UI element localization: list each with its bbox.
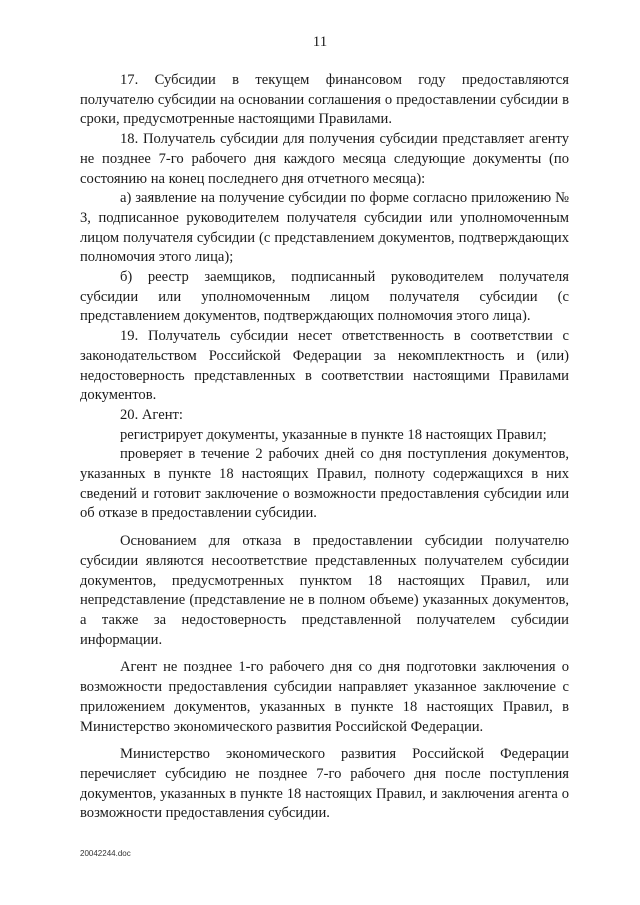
- file-name-footer: 20042244.doc: [80, 849, 131, 858]
- paragraph-18-a: а) заявление на получение субсидии по форме согласно приложению № 3, подписанное руководителем получателя субсидии или уполномоченным лицом получателя субсидии (с представлением документов, подтверждающих полномочия этого лица);: [80, 190, 569, 266]
- paragraph-18-b: б) реестр заемщиков, подписанный руководителем получателя субсидии или уполномоченным лицом получателя субсидии (с представлением документов, подтверждающих полномочия этого лица).: [80, 269, 569, 325]
- document-body: [80, 71, 569, 824]
- paragraph-agent-sends: Агент не позднее 1-го рабочего дня со дня подготовки заключения о возможности предоставления субсидии направляет указанное заключение с приложением документов, указанных в пункте 18 настоящих Правил, в Министерство экономического развития Российской Федерации.: [80, 659, 569, 735]
- paragraph-20: 20. Агент:: [120, 406, 183, 423]
- paragraph-refusal-grounds: Основанием для отказа в предоставлении субсидии получателю субсидии являются несоответствие представленных получателем субсидии документов, предусмотренных пунктом 18 настоящих Правил, или непредставление (представление не в полном объеме) указанных документов, а также за недостоверность представленной получателем субсидии информации.: [80, 533, 569, 648]
- paragraph-20-checks: проверяет в течение 2 рабочих дней со дня поступления документов, указанных в пункте 18 настоящих Правил, полноту содержащихся в них сведений и готовит заключение о возможности предоставления субсидии или об отказе в предоставлении субсидии.: [80, 446, 569, 522]
- paragraph-19: 19. Получатель субсидии несет ответственность в соответствии с законодательством Российской Федерации за некомплектность и (или) недостоверность представленных в соответствии настоящими Правилами документов.: [80, 328, 569, 404]
- paragraph-20-registers: регистрирует документы, указанные в пункте 18 настоящих Правил;: [120, 426, 547, 443]
- paragraph-ministry-transfers: Министерство экономического развития Российской Федерации перечисляет субсидию не позднее 7-го рабочего дня после поступления документов, указанных в пункте 18 настоящих Правил, и заключения агента о возможности предоставления субсидии.: [80, 746, 569, 822]
- page-number: 11: [312, 34, 328, 50]
- paragraph-18: 18. Получатель субсидии для получения субсидии представляет агенту не позднее 7-го рабочего дня каждого месяца следующие документы (по состоянию на конец последнего дня отчетного месяца):: [80, 131, 569, 187]
- paragraph-17: 17. Субсидии в текущем финансовом году предоставляются получателю субсидии на основании соглашения о предоставлении субсидии в сроки, предусмотренные настоящими Правилами.: [80, 72, 569, 128]
